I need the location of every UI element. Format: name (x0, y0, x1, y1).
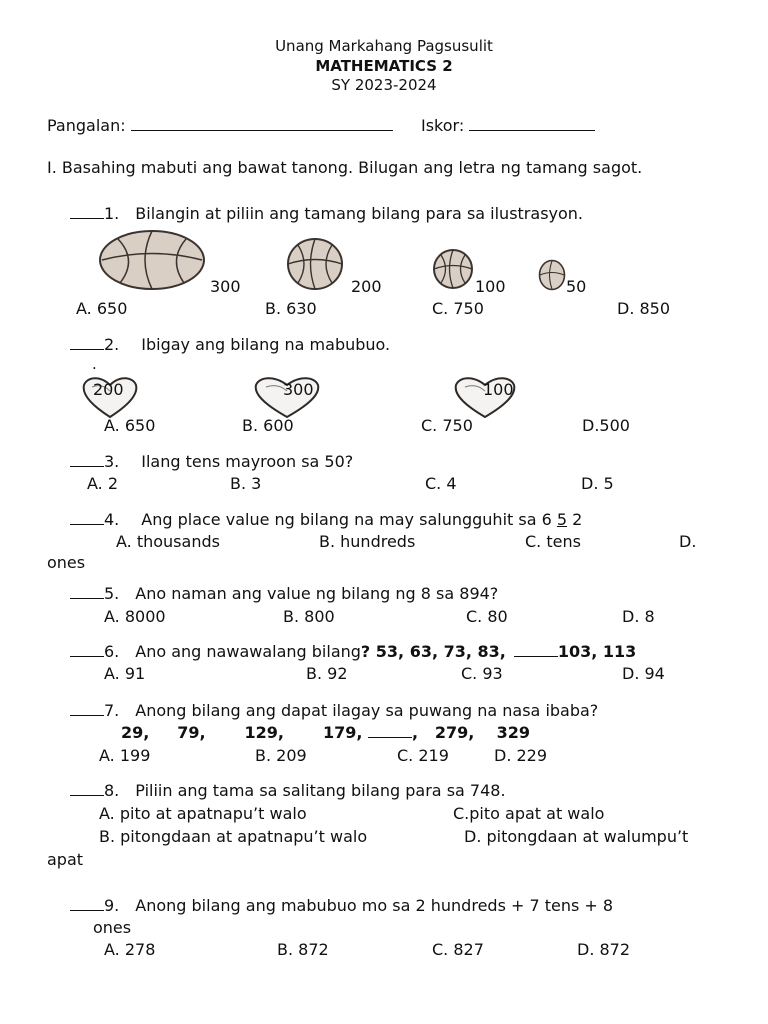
choice-c[interactable]: C. 219 (397, 746, 449, 765)
question-text: Ano naman ang value ng bilang ng 8 sa 894? (135, 584, 499, 603)
choice-b[interactable]: B. pitongdaan at apatnapu’t walo (99, 827, 368, 846)
choice-b[interactable]: B. hundreds (319, 532, 416, 551)
choice-d[interactable]: D. 850 (617, 299, 671, 318)
choice-d[interactable]: D. 229 (494, 746, 548, 765)
question-text: Anong bilang ang mabubuo mo sa 2 hundreds + 7 tens + 8 (135, 896, 614, 915)
question-number: 5. (104, 584, 120, 603)
choice-a[interactable]: A. 278 (104, 940, 156, 959)
question-2 (70, 335, 390, 354)
choice-d[interactable]: D.500 (582, 416, 630, 435)
answer-blank-1[interactable] (70, 218, 104, 219)
choice-a[interactable]: A. 650 (76, 299, 128, 318)
choice-a[interactable]: A. 199 (99, 746, 151, 765)
choice-d-wrap[interactable]: ones (47, 553, 86, 572)
heart-value: 300 (283, 380, 314, 399)
choice-d[interactable]: D. 8 (622, 607, 655, 626)
score-blank[interactable] (469, 130, 595, 131)
number-sequence: ? 53, 63, 73, 83, (360, 642, 506, 661)
heart-value: 100 (483, 380, 514, 399)
question-9 (70, 896, 613, 915)
choice-a[interactable]: A. 91 (104, 664, 146, 683)
answer-blank-2[interactable] (70, 349, 104, 350)
question-text-end: 2 (567, 510, 583, 529)
question-text: Ang place value ng bilang na may salungguhit sa 6 (141, 510, 557, 529)
sequence-blank (368, 737, 412, 738)
question-text: Bilangin at piliin ang tamang bilang para sa ilustrasyon. (135, 204, 584, 223)
choice-b[interactable]: B. 92 (306, 664, 348, 683)
ball-value: 50 (566, 277, 587, 296)
choice-b[interactable]: B. 800 (283, 607, 335, 626)
choice-c[interactable]: C. 750 (421, 416, 473, 435)
choice-c[interactable]: C. 827 (432, 940, 484, 959)
ball-value: 100 (475, 277, 506, 296)
question-text: Ibigay ang bilang na mabubuo. (141, 335, 391, 354)
choice-d[interactable]: D. pitongdaan at walumpu’t (464, 827, 689, 846)
basketball-icon (538, 259, 566, 291)
answer-blank-9[interactable] (70, 910, 104, 911)
score-row (421, 116, 595, 135)
basketball-icon (286, 237, 344, 291)
exam-title: Unang Markahang Pagsusulit (275, 37, 493, 55)
answer-blank-7[interactable] (70, 715, 104, 716)
question-number: 2. (104, 335, 120, 354)
question-8 (70, 781, 506, 800)
question-text: Anong bilang ang dapat ilagay sa puwang na nasa ibaba? (135, 701, 599, 720)
name-label: Pangalan: (47, 116, 126, 135)
question-text: Ilang tens mayroon sa 50? (141, 452, 354, 471)
answer-blank-3[interactable] (70, 466, 104, 467)
question-1 (70, 204, 583, 223)
choice-c[interactable]: C. 750 (432, 299, 484, 318)
choice-d[interactable]: D. 872 (577, 940, 631, 959)
name-row (47, 116, 393, 135)
choice-d[interactable]: D. 94 (622, 664, 665, 683)
question-text-wrap: ones (93, 918, 132, 937)
question-4 (70, 510, 582, 529)
stray-dot: . (92, 355, 97, 373)
ball-value: 200 (351, 277, 382, 296)
choice-a[interactable]: A. 2 (87, 474, 119, 493)
question-text: Piliin ang tama sa salitang bilang para sa 748. (135, 781, 506, 800)
question-number: 1. (104, 204, 120, 223)
answer-blank-4[interactable] (70, 524, 104, 525)
choice-b[interactable]: B. 209 (255, 746, 307, 765)
choice-c[interactable]: C. 80 (466, 607, 508, 626)
question-number: 6. (104, 642, 120, 661)
basketball-icon (432, 248, 474, 290)
choice-d-wrap[interactable]: apat (47, 850, 84, 869)
choice-a[interactable]: A. 650 (104, 416, 156, 435)
score-label: Iskor: (421, 116, 465, 135)
choice-d[interactable]: D. 5 (581, 474, 614, 493)
choice-c[interactable]: C.pito apat at walo (453, 804, 605, 823)
instructions: I. Basahing mabuti ang bawat tanong. Bilugan ang letra ng tamang sagot. (47, 158, 643, 177)
choice-c[interactable]: C. 4 (425, 474, 457, 493)
subject-title: MATHEMATICS 2 (315, 57, 453, 75)
school-year: SY 2023-2024 (331, 76, 437, 94)
choice-c[interactable]: C. 93 (461, 664, 503, 683)
name-blank[interactable] (131, 130, 393, 131)
question-3 (70, 452, 353, 471)
choice-c[interactable]: C. tens (525, 532, 581, 551)
choice-b[interactable]: B. 872 (277, 940, 329, 959)
choice-b[interactable]: B. 630 (265, 299, 317, 318)
choice-a[interactable]: A. 8000 (104, 607, 166, 626)
answer-blank-8[interactable] (70, 795, 104, 796)
choice-a[interactable]: A. pito at apatnapu’t walo (99, 804, 307, 823)
heart-value: 200 (93, 380, 124, 399)
choice-d[interactable]: D. (679, 532, 697, 551)
number-sequence: 29, 79, 129, 179, , 279, 329 (121, 723, 530, 742)
choice-b[interactable]: B. 3 (230, 474, 262, 493)
choice-b[interactable]: B. 600 (242, 416, 294, 435)
sequence-blank (514, 656, 558, 657)
question-number: 7. (104, 701, 120, 720)
question-text: Ano ang nawawalang bilang (135, 642, 361, 661)
question-number: 9. (104, 896, 120, 915)
choice-a[interactable]: A. thousands (116, 532, 220, 551)
answer-blank-5[interactable] (70, 598, 104, 599)
answer-blank-6[interactable] (70, 656, 104, 657)
number-sequence-end: 103, 113 (557, 642, 637, 661)
question-5 (70, 584, 498, 603)
question-6 (70, 642, 636, 661)
question-7 (70, 701, 598, 720)
question-number: 3. (104, 452, 120, 471)
underlined-digit: 5 (556, 510, 568, 529)
basketball-icon (98, 229, 206, 291)
question-number: 4. (104, 510, 120, 529)
ball-value: 300 (210, 277, 241, 296)
question-number: 8. (104, 781, 120, 800)
